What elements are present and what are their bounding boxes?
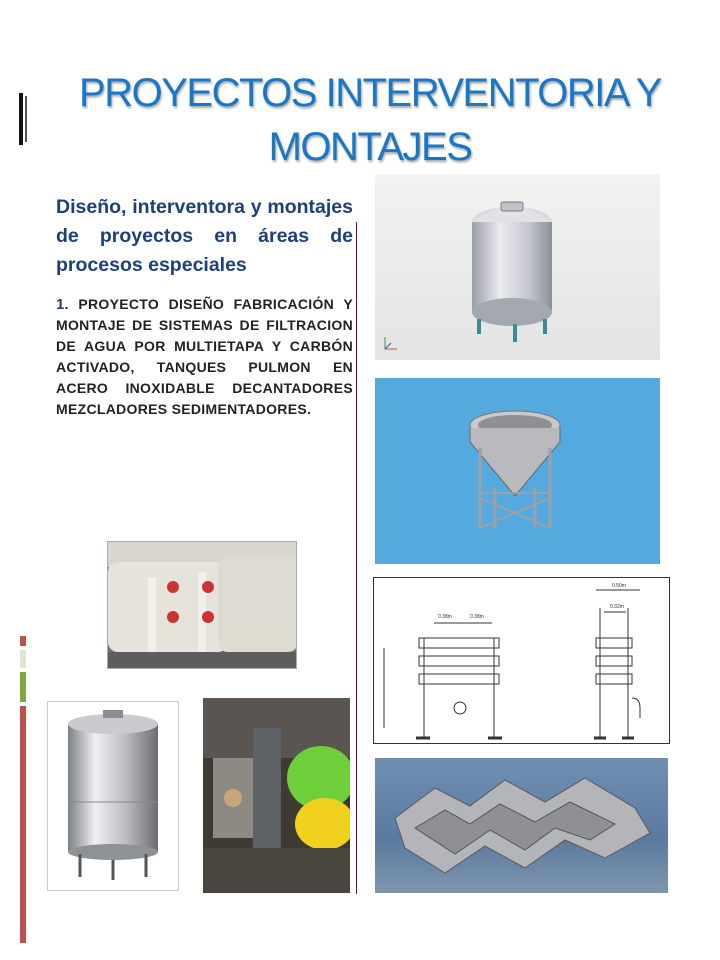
accent-bar-green [20, 672, 26, 702]
title-bar-mark-thin [25, 96, 27, 142]
stainless-tank-drawing [48, 702, 179, 891]
stainless-tank-photo [47, 701, 179, 891]
title-line-1: PROYECTOS INTERVENTORIA Y [79, 71, 661, 115]
filter-tanks-drawing [108, 542, 297, 669]
dim-label-right-mid: 0.32m [610, 604, 624, 610]
title-line-2: MONTAJES [268, 125, 472, 169]
filter-tanks-photo [107, 541, 297, 669]
dim-label-right-top: 0.50m [612, 583, 626, 589]
accent-bar-light [20, 650, 26, 668]
vertical-divider [356, 222, 357, 894]
dim-label-left-a: 0.38m [438, 614, 452, 620]
title-bar-mark [19, 93, 23, 145]
conical-tank-image [375, 378, 660, 564]
item-text: . PROYECTO DISEÑO FABRICACIÓN Y MONTAJE DE SISTEMAS DE FILTRACION DE AGUA POR MULTIETAPA Y CARBÓN ACTIVADO, TANQUES PULMON EN ACERO INOXIDABLE DECANTADORES MEZCLADORES SEDIMENTADORES. [56, 296, 353, 417]
workshop-tanks-photo [203, 698, 350, 893]
body-paragraph [56, 294, 353, 420]
filter-manifold-drawing [374, 578, 670, 744]
conical-settler-drawing [375, 378, 660, 564]
dim-label-left-b: 0.38m [470, 614, 484, 620]
item-number: 1 [56, 296, 65, 313]
page-title [40, 66, 700, 174]
storage-tank-drawing [375, 174, 660, 360]
accent-bar-red [20, 636, 26, 646]
workshop-tanks-drawing [203, 698, 350, 893]
subtitle-text: Diseño, interventora y montajes de proyectos en áreas de procesos especiales [56, 196, 353, 276]
packing-plates-drawing [375, 758, 668, 893]
structured-packing-image [375, 758, 668, 893]
accent-bar-red-long [20, 706, 26, 943]
technical-drawing-image [373, 577, 670, 744]
tank-render-image [375, 174, 660, 360]
